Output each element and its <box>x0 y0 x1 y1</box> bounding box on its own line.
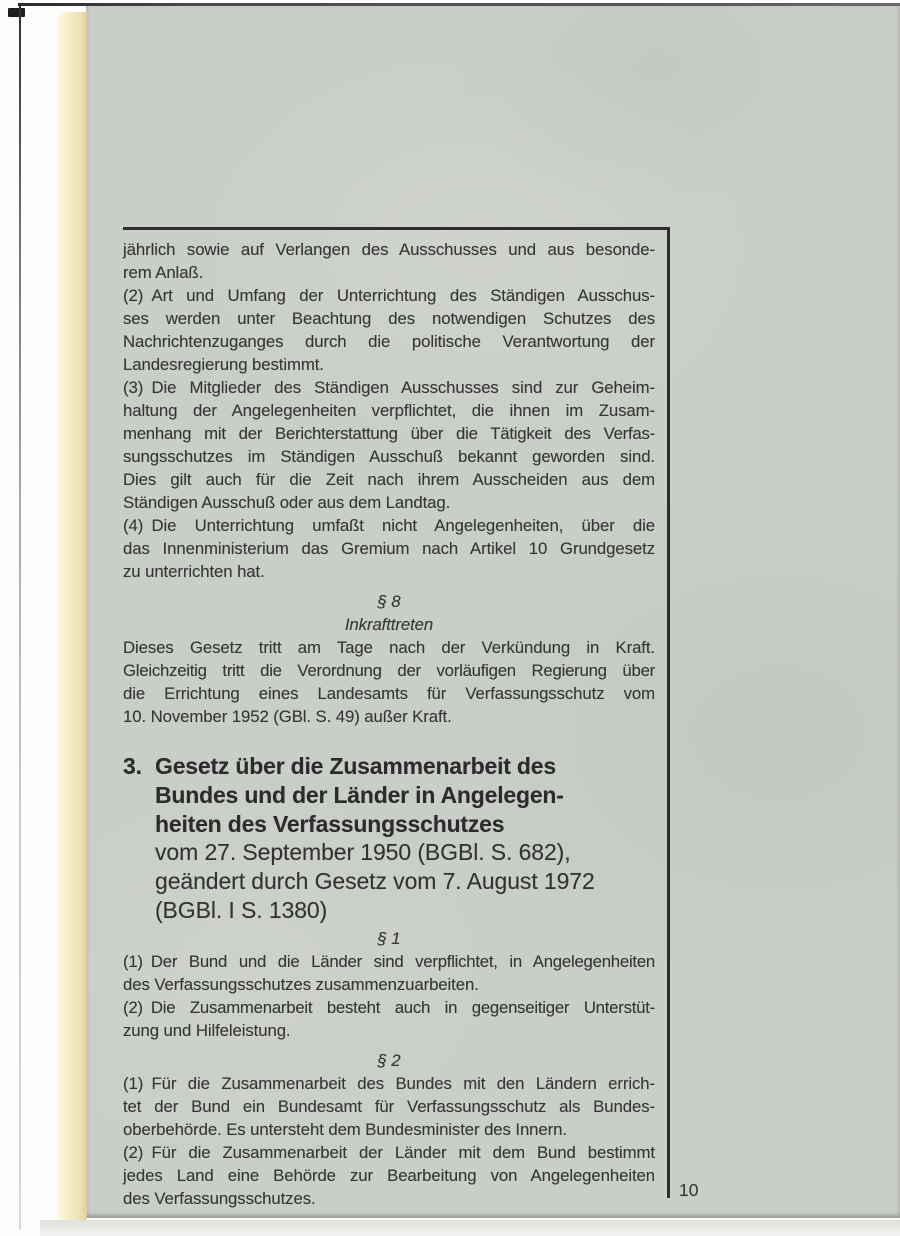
text-line: des Verfassungsschutzes zusammenzuarbeiten. <box>123 974 479 994</box>
text-line: die Errichtung eines Landesamts für Verfassungsschutz vom <box>123 684 655 703</box>
text-line: rem Anlaß. <box>123 263 204 282</box>
text-line: (1) Der Bund und die Länder sind verpflichtet, in Angelegenheiten <box>123 951 655 971</box>
text-line: oberbehörde. Es untersteht dem Bundesminister des Innern. <box>123 1119 567 1139</box>
text-line: des Verfassungsschutzes. <box>123 1188 316 1208</box>
text-line: Ständigen Ausschuß oder aus dem Landtag. <box>123 493 451 512</box>
text-line: (2) Die Zusammenarbeit besteht auch in gegenseitiger Unterstüt- <box>123 997 655 1017</box>
text-block-right-rule <box>667 227 670 1198</box>
text-line: jedes Land eine Behörde zur Bearbeitung von Angelegenheiten <box>123 1165 655 1185</box>
heading-line: (BGBl. I S. 1380) <box>155 896 328 923</box>
scan-left-fold-line <box>19 6 21 1230</box>
scan-corner-mark <box>8 8 25 17</box>
heading-line: vom 27. September 1950 (BGBl. S. 682), <box>155 839 571 866</box>
heading-line: geändert durch Gesetz vom 7. August 1972 <box>155 868 595 895</box>
statute-text-upper <box>123 238 655 728</box>
page-number: 10 <box>679 1180 699 1200</box>
text-line: § 8 <box>377 592 401 611</box>
text-line: § 2 <box>377 1050 401 1070</box>
scan-top-edge-line <box>18 3 900 6</box>
text-line: (1) Für die Zusammenarbeit des Bundes mit den Ländern errich- <box>123 1073 655 1093</box>
text-line: sungsschutzes im Ständigen Ausschuß bekannt geworden sind. <box>123 447 655 466</box>
text-line: Dieses Gesetz tritt am Tage nach der Verkündung in Kraft. <box>123 638 655 657</box>
text-line: Gleichzeitig tritt die Verordnung der vorläufigen Regierung über <box>123 661 655 680</box>
heading-line: Bundes und der Länder in Angelegen- <box>155 781 564 808</box>
text-line: (3) Die Mitglieder des Ständigen Ausschusses sind zur Geheim- <box>123 378 655 397</box>
text-line: jährlich sowie auf Verlangen des Ausschusses und aus besonde- <box>123 240 655 259</box>
section-heading <box>123 752 655 925</box>
text-line: haltung der Angelegenheiten verpflichtet, die ihnen im Zusam- <box>123 401 655 420</box>
book-page-edge <box>57 12 87 1220</box>
text-line: Dies gilt auch für die Zeit nach ihrem Ausscheiden aus dem <box>123 470 655 489</box>
text-line: das Innenministerium das Gremium nach Artikel 10 Grundgesetz <box>123 539 655 558</box>
statute-text-lower <box>123 927 655 1210</box>
heading-line: Gesetz über die Zusammenarbeit des <box>155 753 556 779</box>
text-line: (2) Art und Umfang der Unterrichtung des Ständigen Ausschus- <box>123 286 655 305</box>
text-line: (4) Die Unterrichtung umfaßt nicht Angelegenheiten, über die <box>123 516 655 535</box>
text-line: zu unterrichten hat. <box>123 562 265 581</box>
text-line: Nachrichtenzuganges durch die politische Verantwortung der <box>123 332 655 351</box>
text-line: (2) Für die Zusammenarbeit der Länder mit dem Bund bestimmt <box>123 1142 655 1162</box>
text-line: tet der Bund ein Bundesamt für Verfassungsschutz als Bundes- <box>123 1096 655 1116</box>
text-block <box>123 230 655 1210</box>
text-line: menhang mit der Berichterstattung über die Tätigkeit des Verfas- <box>123 424 655 443</box>
text-line: § 1 <box>377 928 401 948</box>
text-line: Inkrafttreten <box>344 615 434 634</box>
text-line: Landesregierung bestimmt. <box>123 355 324 374</box>
scan-bottom-edge <box>40 1220 900 1236</box>
section-number: 3. <box>123 753 142 779</box>
section-heading-lines <box>155 752 655 925</box>
text-line: ses werden unter Beachtung des notwendigen Schutzes des <box>123 309 655 328</box>
heading-line: heiten des Verfassungsschutzes <box>155 810 505 837</box>
text-line: 10. November 1952 (GBl. S. 49) außer Kraft. <box>123 707 452 726</box>
text-line: zung und Hilfeleistung. <box>123 1020 291 1040</box>
